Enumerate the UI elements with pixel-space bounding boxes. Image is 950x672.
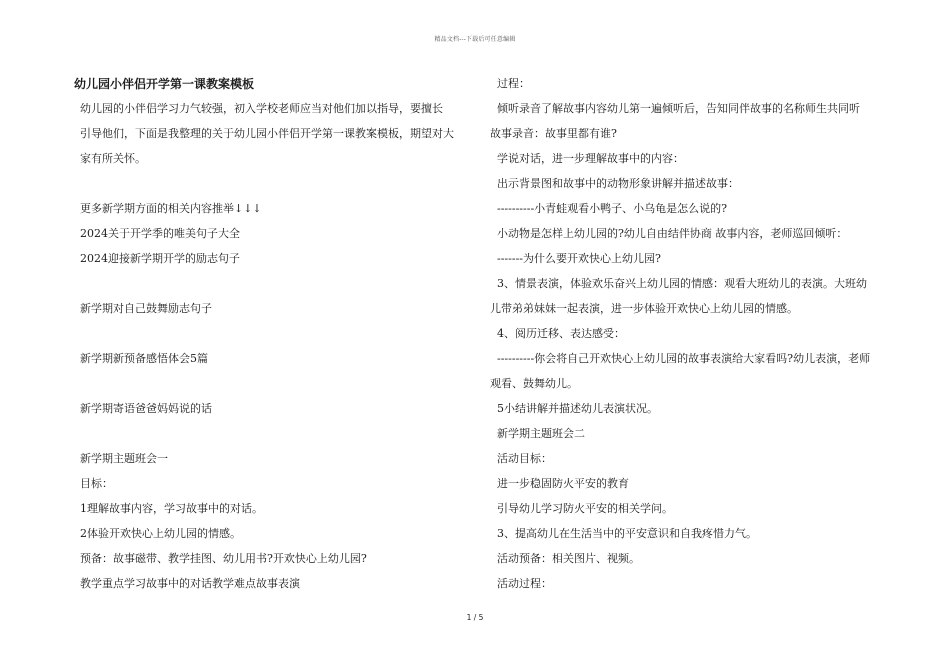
- paragraph-line: 3、情景表演，体验欢乐奋兴上幼儿园的情感：观看大班幼儿的表演。大班幼: [497, 277, 867, 290]
- paragraph-line: 学说对话，进一步理解故事中的内容：: [497, 152, 684, 165]
- paragraph-line: 5小结讲解并描述幼儿表演状况。: [497, 402, 658, 415]
- paragraph-line: 预备：故事磁带、教学挂图、幼儿用书?开欢快心上幼儿园?: [80, 552, 367, 565]
- paragraph-line: 观看、鼓舞幼儿。: [490, 377, 578, 390]
- paragraph-line: 4、阅历迁移、表达感受：: [497, 327, 625, 340]
- paragraph-line: 过程：: [497, 77, 530, 90]
- page-number: 1 / 5: [466, 613, 484, 622]
- paragraph-line: 3、提高幼儿在生活当中的平安意识和自我疼惜力气。: [497, 527, 757, 540]
- paragraph-line: 教学重点学习故事中的对话教学难点故事表演: [80, 577, 300, 590]
- paragraph-line: 进一步稳固防火平安的教育: [497, 477, 629, 490]
- paragraph-line: 儿带弟弟妹妹一起表演，进一步体验开欢快心上幼儿园的情感。: [490, 302, 798, 315]
- paragraph-line: 幼儿园的小伴侣学习力气较强，初入学校老师应当对他们加以指导，要擅长: [80, 102, 443, 115]
- paragraph-line: 倾听录音了解故事内容幼儿第一遍倾听后，告知同伴故事的名称师生共同听: [497, 102, 860, 115]
- section-heading: 新学期主题班会二: [497, 427, 585, 440]
- paragraph-line: 家有所关怀。: [80, 152, 146, 165]
- related-link: 新学期对自己鼓舞励志句子: [80, 302, 212, 315]
- paragraph-line: 活动过程：: [497, 577, 552, 590]
- paragraph-line: 出示背景图和故事中的动物形象讲解并描述故事：: [497, 177, 739, 190]
- paragraph-line: ----------你会将自己开欢快心上幼儿园的故事表演给大家看吗?幼儿表演，老师: [497, 352, 871, 365]
- related-link: 2024迎接新学期开学的励志句子: [80, 252, 240, 265]
- paragraph-line: ----------小青蛙观看小鸭子、小乌龟是怎么说的?: [497, 202, 728, 215]
- document-title: 幼儿园小伴侣开学第一课教案模板: [74, 77, 255, 91]
- paragraph-line: 1理解故事内容，学习故事中的对话。: [80, 502, 263, 515]
- section-heading: 新学期主题班会一: [80, 452, 168, 465]
- paragraph-line: 活动预备：相关图片、视频。: [497, 552, 640, 565]
- paragraph-line: 引导幼儿学习防火平安的相关学问。: [497, 502, 673, 515]
- related-link: 新学期寄语爸爸妈妈说的话: [80, 402, 212, 415]
- page-header: 精品文档---下载后可任意编辑: [434, 36, 516, 43]
- paragraph-line: 目标：: [80, 477, 113, 490]
- paragraph-line: 活动目标：: [497, 452, 552, 465]
- paragraph-line: 故事录音：故事里都有谁?: [490, 127, 617, 140]
- paragraph-line: 引导他们，下面是我整理的关于幼儿园小伴侣开学第一课教案模板，期望对大: [80, 127, 454, 140]
- paragraph-line: -------为什么要开欢快心上幼儿园?: [497, 252, 661, 265]
- paragraph-line: 小动物是怎样上幼儿园的?幼儿自由结伴协商 故事内容，老师巡回倾听：: [497, 227, 848, 240]
- related-link: 新学期新预备感悟体会5篇: [80, 352, 208, 365]
- related-link: 2024关于开学季的唯美句子大全: [80, 227, 240, 240]
- recommend-heading: 更多新学期方面的相关内容推举↓↓↓: [80, 202, 262, 215]
- paragraph-line: 2体验开欢快心上幼儿园的情感。: [80, 527, 241, 540]
